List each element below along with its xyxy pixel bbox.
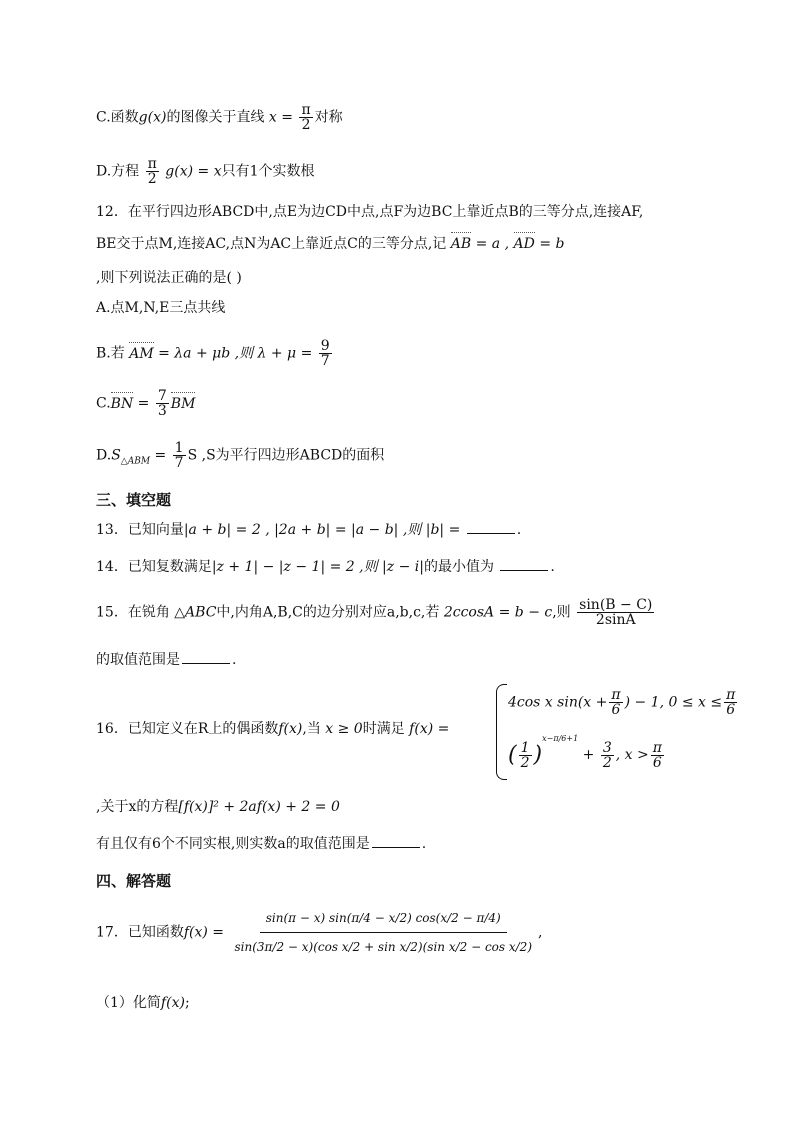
vector-bm: BM <box>170 395 196 412</box>
q13: 13．已知向量|a + b| = 2 , |2a + b| = |a − b| ,则 |b| = . <box>96 522 522 538</box>
piecewise-case-1: 4cos x sin(x + $\frac{\pi}{6}$ ) − 1, 0 ≤ x ≤ $\frac{\pi}{6}$ <box>508 687 736 718</box>
vector-ad: AD <box>513 236 535 252</box>
q11-option-c: C.函数g(x)的图像关于直线 x = $\frac{\pi}{2}$ 对称 <box>96 102 343 133</box>
fraction: $\frac{1}{7}$ <box>174 440 184 471</box>
pi-over-2-fraction: $\frac{\pi}{2}$ <box>301 102 311 133</box>
fraction: $\frac{7}{3}$ <box>157 388 167 419</box>
answer-blank <box>500 558 548 571</box>
q14: 14．已知复数满足|z + 1| − |z − 1| = 2 ,则 |z − i|的最小值为 . <box>96 559 555 575</box>
pi-over-2-fraction: $\frac{\pi}{2}$ <box>147 156 157 187</box>
q16-line-1: 16．已知定义在R上的偶函数f(x),当 x ≥ 0时满足 f(x) = <box>96 721 450 737</box>
vector-am: AM <box>129 345 154 362</box>
q11-option-d: D.方程 $\frac{\pi}{2}$ g(x) = x只有1个实数根 <box>96 156 315 187</box>
section-heading-solve: 四、解答题 <box>96 872 172 890</box>
fraction: $\frac{\pi}{6}$ <box>726 687 736 718</box>
answer-blank <box>467 521 515 534</box>
q15-line-2: 的取值范围是 . <box>96 652 237 668</box>
answer-blank <box>372 835 420 848</box>
q17-part-1: （1）化简f(x); <box>96 995 190 1011</box>
q12-option-d: $D.S_{\triangle ABM}$ = $\frac{1}{7}$ S ,S为平行四边形ABCD的面积 <box>96 440 385 471</box>
q15-line-1: 15．在锐角 △ABC中,内角A,B,C的边分别对应a,b,c,若 2ccosA = b − c,则 $\frac{\sin(B - C)}{2\sin A}$ <box>96 597 653 628</box>
q12-option-b: B.若 AM = λa + μb ,则 λ + μ = $\frac{9}{7}$ <box>96 338 330 369</box>
piecewise-case-2: ( $\frac{1}{2}$ )$^{x-\pi/6+1}$ + $\frac{3}{2}$ , x > $\frac{\pi}{6}$ <box>508 734 662 771</box>
fraction: $\frac{\pi}{6}$ <box>611 687 621 718</box>
fraction: $\frac{3}{2}$ <box>602 739 612 771</box>
fraction: $\frac{9}{7}$ <box>320 338 330 369</box>
q16-line-2: ,关于x的方程[f(x)]² + 2af(x) + 2 = 0 <box>96 799 340 815</box>
left-brace <box>496 684 507 780</box>
fraction: $\frac{\pi}{6}$ <box>652 739 662 771</box>
piecewise-definition <box>496 684 736 780</box>
q16-line-3: 有且仅有6个不同实根,则实数a的取值范围是 . <box>96 836 427 852</box>
q12-option-a: A.点M,N,E三点共线 <box>96 300 226 316</box>
answer-blank <box>182 651 230 664</box>
q12-line-3: ,则下列说法正确的是( ) <box>96 270 242 286</box>
fraction: $\frac{\sin(B - C)}{2\sin A}$ <box>579 597 653 628</box>
vector-bn: BN <box>110 395 134 412</box>
q12-line-2: BE交于点M,连接AC,点N为AC上靠近点C的三等分点,记 AB = a , AD = b <box>96 236 565 252</box>
q12-option-c: C.BN = $\frac{7}{3}$ BM <box>96 388 196 419</box>
big-fraction: $\frac{\sin(\pi - x) \sin(\pi/4 - x/2) \cos(x/2 - \pi/4)}{\text{sin(3π/2 − x)(cos x/2 + sin x/2)(sin x/2 − cos x/2)}}$ <box>228 908 538 957</box>
fraction: $\frac{1}{2}$ <box>520 739 530 771</box>
q12-line-1: 12．在平行四边形ABCD中,点E为边CD中点,点F为边BC上靠近点B的三等分点,连接AF, <box>96 204 644 220</box>
vector-ab: AB <box>450 236 472 252</box>
q17: 17．已知函数f(x) = $\frac{\sin(\pi - x) \sin(\pi/4 - x/2) \cos(x/2 - \pi/4)}{\text{sin(3π/2 − x)(cos x/2 + sin x/2)(sin x/2 − cos x/2)}}$ , <box>96 908 542 957</box>
section-heading-fill-in: 三、填空题 <box>96 491 172 509</box>
